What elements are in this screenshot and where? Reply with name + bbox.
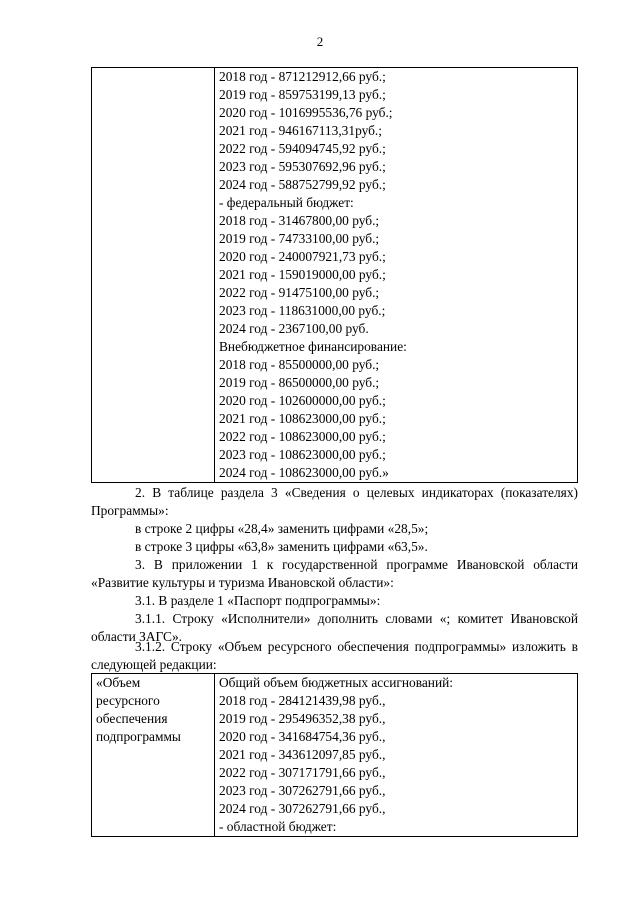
paragraph-3-1-2: 3.1.2. Строку «Объем ресурсного обеспечения подпрограммы» изложить в следующей редакции: [91,639,578,672]
table2-line: Общий объем бюджетных ассигнований: [219,675,454,690]
subprogram-resource-table [91,673,578,837]
table1-line: 2021 год - 108623000,00 руб.; [219,411,386,426]
table2-line: 2021 год - 343612097,85 руб., [219,747,386,762]
table1-line: 2018 год - 31467800,00 руб.; [219,213,380,228]
table2-value-cell [215,674,578,837]
paragraph-3: 3. В приложении 1 к государственной программе Ивановской области «Развитие культуры и туризма Ивановской области»: [91,557,578,590]
financing-table-continued [91,67,578,483]
table2-label-line: «Объем [96,675,141,690]
table1-line: 2022 год - 594094745,92 руб.; [219,141,386,156]
table2-line: 2019 год - 295496352,38 руб., [219,711,386,726]
table2-line: 2020 год - 341684754,36 руб., [219,729,386,744]
page-number: 2 [316,34,324,49]
table1-line: 2023 год - 595307692,96 руб.; [219,159,386,174]
table2-label-line: обеспечения [96,711,168,726]
table2-label-line: ресурсного [96,693,160,708]
table1-line: 2018 год - 85500000,00 руб.; [219,357,380,372]
paragraph-2a: в строке 2 цифры «28,4» заменить цифрами «28,5»; [135,521,429,536]
paragraph-3-1-1: 3.1.1. Строку «Исполнители» дополнить словами «; комитет Ивановской области ЗАГС». [91,611,578,644]
table1-line: 2022 год - 108623000,00 руб.; [219,429,386,444]
table1-line: 2019 год - 74733100,00 руб.; [219,231,380,246]
paragraph-2: 2. В таблице раздела 3 «Сведения о целевых индикаторах (показателях) Программы»: [91,485,578,518]
table1-line: 2022 год - 91475100,00 руб.; [219,285,380,300]
paragraph-3-1: 3.1. В разделе 1 «Паспорт подпрограммы»: [135,593,381,608]
table2-label-line: подпрограммы [96,729,181,744]
table1-value-cell [215,68,578,483]
table1-line: 2020 год - 240007921,73 руб.; [219,249,386,264]
table1-line: 2018 год - 871212912,66 руб.; [219,69,386,84]
table1-label-cell [92,68,215,483]
table1-line: 2019 год - 859753199,13 руб.; [219,87,386,102]
table2-line: 2018 год - 284121439,98 руб., [219,693,386,708]
table1-line: 2020 год - 1016995536,76 руб.; [219,105,393,120]
table1-line: 2023 год - 118631000,00 руб.; [219,303,386,318]
table1-line: 2021 год - 946167113,31руб.; [219,123,382,138]
table1-line: 2021 год - 159019000,00 руб.; [219,267,386,282]
table2-line: 2024 год - 307262791,66 руб., [219,801,386,816]
table1-line: 2024 год - 108623000,00 руб.» [219,465,389,480]
table1-line: 2024 год - 588752799,92 руб.; [219,177,386,192]
table2-label-cell [92,674,215,837]
table1-line: 2023 год - 108623000,00 руб.; [219,447,386,462]
table1-line: - федеральный бюджет: [219,195,354,210]
table1-line: Внебюджетное финансирование: [219,339,407,354]
paragraph-2b: в строке 3 цифры «63,8» заменить цифрами «63,5». [135,539,428,554]
table1-line: 2019 год - 86500000,00 руб.; [219,375,380,390]
table1-line: 2020 год - 102600000,00 руб.; [219,393,386,408]
table1-line: 2024 год - 2367100,00 руб. [219,321,369,336]
table2-line: - областной бюджет: [219,819,337,834]
table2-line: 2023 год - 307262791,66 руб., [219,783,386,798]
table2-line: 2022 год - 307171791,66 руб., [219,765,386,780]
